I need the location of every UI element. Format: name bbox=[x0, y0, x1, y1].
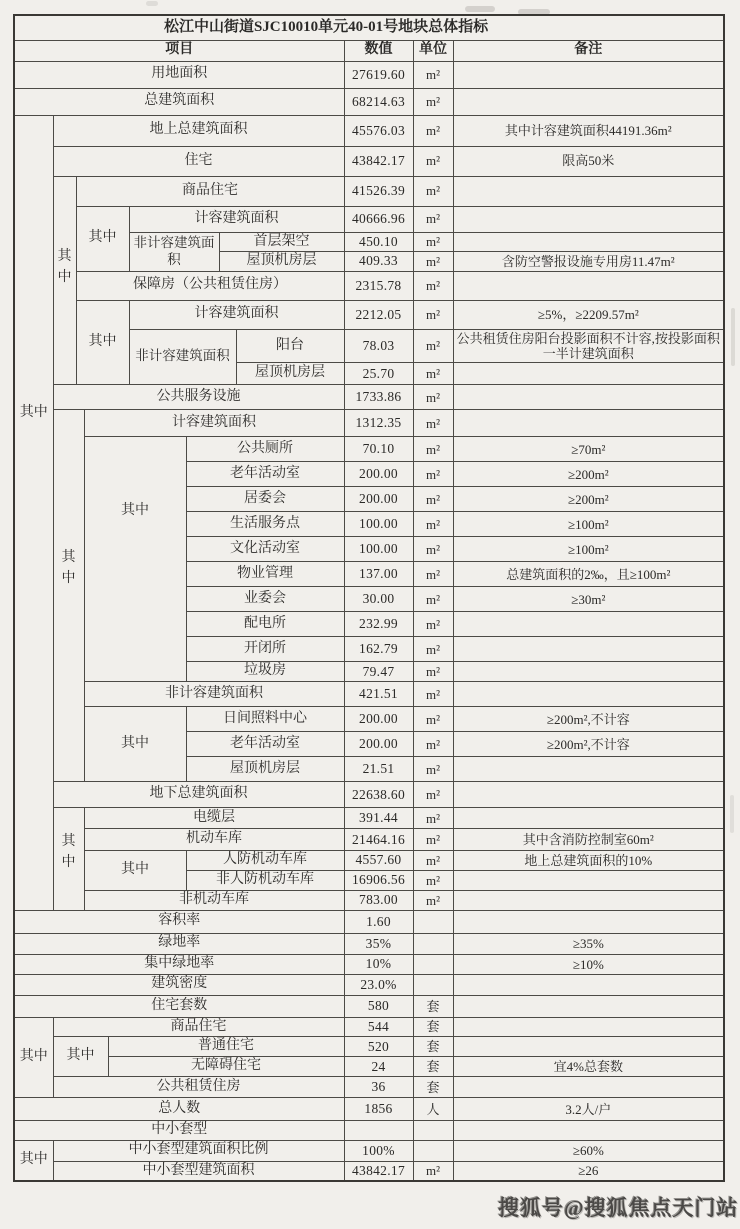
value-cell: 25.70 bbox=[344, 363, 413, 385]
group-of-which-cell bbox=[14, 1140, 53, 1181]
value-cell: 45576.03 bbox=[344, 115, 413, 146]
remark-cell: 含防空警报设施专用房11.47m² bbox=[453, 252, 724, 272]
remark-cell: ≥35% bbox=[453, 933, 724, 954]
item-cell: 公共租赁住房 bbox=[53, 1077, 344, 1098]
group-label: 非计容建筑面积 bbox=[135, 348, 230, 364]
unit-cell bbox=[413, 910, 453, 933]
value-cell: 78.03 bbox=[344, 329, 413, 363]
remark-cell bbox=[453, 870, 724, 890]
unit-cell: m² bbox=[413, 88, 453, 115]
value-cell: 200.00 bbox=[344, 707, 413, 732]
item-cell: 无障碍住宅 bbox=[108, 1057, 344, 1077]
item-cell: 中小套型 bbox=[14, 1121, 344, 1141]
item-cell: 总建筑面积 bbox=[14, 88, 344, 115]
remark-cell bbox=[453, 662, 724, 682]
remark-cell bbox=[453, 363, 724, 385]
value-cell: 43842.17 bbox=[344, 1161, 413, 1181]
group-of-which-cell bbox=[76, 206, 129, 271]
value-cell: 200.00 bbox=[344, 487, 413, 512]
group-label: 非计容建筑面积 bbox=[133, 234, 215, 267]
value-cell: 36 bbox=[344, 1077, 413, 1098]
unit-cell: m² bbox=[413, 829, 453, 851]
value-cell: 100% bbox=[344, 1140, 413, 1161]
value-cell: 2212.05 bbox=[344, 300, 413, 329]
remark-cell bbox=[453, 1077, 724, 1098]
value-cell: 162.79 bbox=[344, 637, 413, 662]
value-cell: 1312.35 bbox=[344, 410, 413, 437]
item-cell: 物业管理 bbox=[186, 562, 344, 587]
remark-cell bbox=[453, 1037, 724, 1057]
unit-cell: m² bbox=[413, 329, 453, 363]
unit-cell: m² bbox=[413, 562, 453, 587]
item-cell: 中小套型建筑面积比例 bbox=[53, 1140, 344, 1161]
item-cell: 普通住宅 bbox=[108, 1037, 344, 1057]
unit-cell: m² bbox=[413, 637, 453, 662]
value-cell: 22638.60 bbox=[344, 782, 413, 808]
value-cell: 409.33 bbox=[344, 252, 413, 272]
item-cell: 屋顶机房层 bbox=[186, 757, 344, 782]
group-label: 其中 bbox=[61, 834, 76, 871]
group-label: 其中 bbox=[121, 735, 149, 751]
unit-cell bbox=[413, 954, 453, 974]
unit-cell: m² bbox=[413, 252, 453, 272]
unit-cell bbox=[413, 1121, 453, 1141]
col-header-unit: 单位 bbox=[413, 40, 453, 61]
item-cell: 中小套型建筑面积 bbox=[53, 1161, 344, 1181]
remark-cell: 公共租赁住房阳台投影面积不计容,按投影面积一半计建筑面积 bbox=[453, 329, 724, 363]
value-cell: 544 bbox=[344, 1017, 413, 1037]
group-of-which-cell bbox=[14, 1017, 53, 1098]
item-cell: 建筑密度 bbox=[14, 974, 344, 995]
unit-cell: m² bbox=[413, 890, 453, 910]
unit-cell: m² bbox=[413, 1161, 453, 1181]
unit-cell: m² bbox=[413, 176, 453, 206]
group-of-which-cell bbox=[14, 115, 53, 910]
unit-cell: m² bbox=[413, 782, 453, 808]
item-cell: 非计容建筑面积 bbox=[84, 682, 344, 707]
remark-cell bbox=[453, 206, 724, 232]
remark-cell: 总建筑面积的2‰，且≥100m² bbox=[453, 562, 724, 587]
remark-cell: 其中计容建筑面积44191.36m² bbox=[453, 115, 724, 146]
value-cell: 232.99 bbox=[344, 612, 413, 637]
unit-cell: 套 bbox=[413, 1017, 453, 1037]
value-cell: 24 bbox=[344, 1057, 413, 1077]
group-of-which-cell bbox=[76, 300, 129, 385]
value-cell: 580 bbox=[344, 995, 413, 1017]
value-cell: 137.00 bbox=[344, 562, 413, 587]
unit-cell: m² bbox=[413, 612, 453, 637]
unit-cell: 套 bbox=[413, 1037, 453, 1057]
value-cell: 70.10 bbox=[344, 437, 413, 462]
item-cell: 用地面积 bbox=[14, 61, 344, 88]
value-cell: 41526.39 bbox=[344, 176, 413, 206]
unit-cell: m² bbox=[413, 707, 453, 732]
value-cell: 40666.96 bbox=[344, 206, 413, 232]
group-label: 其中 bbox=[88, 230, 117, 246]
unit-cell: m² bbox=[413, 487, 453, 512]
item-cell: 屋顶机房层 bbox=[236, 363, 344, 385]
value-cell: 43842.17 bbox=[344, 146, 413, 176]
unit-cell bbox=[413, 933, 453, 954]
group-of-which-cell bbox=[84, 437, 186, 682]
unit-cell: m² bbox=[413, 232, 453, 252]
group-label: 其中 bbox=[57, 248, 72, 285]
table-title: 松江中山街道SJC10010单元40-01号地块总体指标 bbox=[14, 15, 724, 40]
item-cell: 屋顶机房层 bbox=[219, 252, 344, 272]
item-cell: 保障房（公共租赁住房） bbox=[76, 271, 344, 300]
group-of-which-cell bbox=[84, 707, 186, 782]
value-cell: 1856 bbox=[344, 1098, 413, 1121]
unit-cell: m² bbox=[413, 808, 453, 829]
unit-cell: m² bbox=[413, 682, 453, 707]
remark-cell: 限高50米 bbox=[453, 146, 724, 176]
unit-cell: m² bbox=[413, 61, 453, 88]
item-cell: 垃圾房 bbox=[186, 662, 344, 682]
value-cell: 391.44 bbox=[344, 808, 413, 829]
unit-cell: m² bbox=[413, 385, 453, 410]
group-label: 其中 bbox=[121, 503, 149, 519]
remark-cell: 其中含消防控制室60m² bbox=[453, 829, 724, 851]
item-cell: 公共服务设施 bbox=[53, 385, 344, 410]
item-cell: 文化活动室 bbox=[186, 537, 344, 562]
remark-cell bbox=[453, 682, 724, 707]
unit-cell: 套 bbox=[413, 995, 453, 1017]
remark-cell bbox=[453, 890, 724, 910]
scan-artifact bbox=[146, 1, 158, 6]
item-cell: 计容建筑面积 bbox=[129, 206, 344, 232]
item-cell: 地下总建筑面积 bbox=[53, 782, 344, 808]
col-header-remark: 备注 bbox=[453, 40, 724, 61]
item-cell: 人防机动车库 bbox=[186, 851, 344, 871]
item-cell: 商品住宅 bbox=[76, 176, 344, 206]
col-header-item: 项目 bbox=[14, 40, 344, 61]
remark-cell bbox=[453, 612, 724, 637]
group-of-which-cell bbox=[53, 1037, 108, 1077]
value-cell: 16906.56 bbox=[344, 870, 413, 890]
value-cell: 520 bbox=[344, 1037, 413, 1057]
remark-cell bbox=[453, 995, 724, 1017]
unit-cell: m² bbox=[413, 757, 453, 782]
remark-cell bbox=[453, 974, 724, 995]
remark-cell: ≥200m² bbox=[453, 487, 724, 512]
remark-cell: 地上总建筑面积的10% bbox=[453, 851, 724, 871]
group-label: 其中 bbox=[19, 404, 48, 420]
item-cell: 老年活动室 bbox=[186, 732, 344, 757]
value-cell: 200.00 bbox=[344, 462, 413, 487]
scan-artifact bbox=[465, 6, 495, 12]
unit-cell: m² bbox=[413, 851, 453, 871]
col-header-value: 数值 bbox=[344, 40, 413, 61]
remark-cell bbox=[453, 61, 724, 88]
group-label: 其中 bbox=[19, 1152, 48, 1168]
item-cell: 日间照料中心 bbox=[186, 707, 344, 732]
remark-cell bbox=[453, 757, 724, 782]
group-noncountable-cell bbox=[129, 232, 219, 271]
remark-cell bbox=[453, 232, 724, 252]
item-cell: 机动车库 bbox=[84, 829, 344, 851]
unit-cell: 套 bbox=[413, 1057, 453, 1077]
unit-cell: m² bbox=[413, 437, 453, 462]
scan-artifact bbox=[730, 795, 734, 833]
remark-cell bbox=[453, 910, 724, 933]
item-cell: 非机动车库 bbox=[84, 890, 344, 910]
remark-cell: ≥26 bbox=[453, 1161, 724, 1181]
group-label: 其中 bbox=[66, 1048, 95, 1064]
item-cell: 配电所 bbox=[186, 612, 344, 637]
item-cell: 住宅套数 bbox=[14, 995, 344, 1017]
item-cell: 电缆层 bbox=[84, 808, 344, 829]
remark-cell: 3.2人/户 bbox=[453, 1098, 724, 1121]
item-cell: 商品住宅 bbox=[53, 1017, 344, 1037]
value-cell: 200.00 bbox=[344, 732, 413, 757]
group-label: 其中 bbox=[19, 1049, 48, 1065]
value-cell bbox=[344, 1121, 413, 1141]
remark-cell: ≥10% bbox=[453, 954, 724, 974]
value-cell: 68214.63 bbox=[344, 88, 413, 115]
item-cell: 住宅 bbox=[53, 146, 344, 176]
unit-cell: m² bbox=[413, 271, 453, 300]
value-cell: 100.00 bbox=[344, 512, 413, 537]
item-cell: 首层架空 bbox=[219, 232, 344, 252]
remark-cell bbox=[453, 385, 724, 410]
remark-cell: ≥200m²,不计容 bbox=[453, 732, 724, 757]
value-cell: 4557.60 bbox=[344, 851, 413, 871]
group-of-which-cell bbox=[53, 808, 84, 911]
sohu-watermark: 搜狐号@搜狐焦点天门站 bbox=[498, 1196, 739, 1220]
value-cell: 35% bbox=[344, 933, 413, 954]
remark-cell bbox=[453, 1121, 724, 1141]
group-noncountable-cell bbox=[129, 329, 236, 385]
remark-cell: ≥200m² bbox=[453, 462, 724, 487]
group-label: 其中 bbox=[61, 550, 76, 587]
plot-indicator-table bbox=[13, 14, 725, 1182]
item-cell: 非人防机动车库 bbox=[186, 870, 344, 890]
remark-cell bbox=[453, 88, 724, 115]
value-cell: 10% bbox=[344, 954, 413, 974]
unit-cell: m² bbox=[413, 732, 453, 757]
unit-cell bbox=[413, 1140, 453, 1161]
value-cell: 783.00 bbox=[344, 890, 413, 910]
unit-cell: m² bbox=[413, 662, 453, 682]
remark-cell bbox=[453, 1017, 724, 1037]
item-cell: 计容建筑面积 bbox=[84, 410, 344, 437]
remark-cell: ≥200m²,不计容 bbox=[453, 707, 724, 732]
value-cell: 79.47 bbox=[344, 662, 413, 682]
value-cell: 23.0% bbox=[344, 974, 413, 995]
remark-cell bbox=[453, 808, 724, 829]
value-cell: 2315.78 bbox=[344, 271, 413, 300]
item-cell: 阳台 bbox=[236, 329, 344, 363]
remark-cell bbox=[453, 271, 724, 300]
value-cell: 450.10 bbox=[344, 232, 413, 252]
unit-cell: 套 bbox=[413, 1077, 453, 1098]
group-of-which-cell bbox=[84, 851, 186, 891]
item-cell: 总人数 bbox=[14, 1098, 344, 1121]
item-cell: 居委会 bbox=[186, 487, 344, 512]
item-cell: 生活服务点 bbox=[186, 512, 344, 537]
remark-cell: ≥60% bbox=[453, 1140, 724, 1161]
item-cell: 老年活动室 bbox=[186, 462, 344, 487]
value-cell: 21.51 bbox=[344, 757, 413, 782]
group-label: 其中 bbox=[121, 862, 149, 878]
item-cell: 地上总建筑面积 bbox=[53, 115, 344, 146]
unit-cell: m² bbox=[413, 410, 453, 437]
unit-cell: m² bbox=[413, 146, 453, 176]
remark-cell: ≥5%，≥2209.57m² bbox=[453, 300, 724, 329]
item-cell: 容积率 bbox=[14, 910, 344, 933]
remark-cell bbox=[453, 637, 724, 662]
value-cell: 30.00 bbox=[344, 587, 413, 612]
item-cell: 计容建筑面积 bbox=[129, 300, 344, 329]
remark-cell: ≥30m² bbox=[453, 587, 724, 612]
unit-cell: m² bbox=[413, 206, 453, 232]
remark-cell: ≥70m² bbox=[453, 437, 724, 462]
item-cell: 绿地率 bbox=[14, 933, 344, 954]
unit-cell: m² bbox=[413, 300, 453, 329]
value-cell: 27619.60 bbox=[344, 61, 413, 88]
unit-cell: m² bbox=[413, 363, 453, 385]
group-of-which-cell bbox=[53, 176, 76, 385]
unit-cell: m² bbox=[413, 587, 453, 612]
remark-cell bbox=[453, 176, 724, 206]
remark-cell: ≥100m² bbox=[453, 537, 724, 562]
remark-cell: 宜4%总套数 bbox=[453, 1057, 724, 1077]
unit-cell: m² bbox=[413, 870, 453, 890]
unit-cell: m² bbox=[413, 462, 453, 487]
scan-artifact bbox=[731, 308, 735, 366]
value-cell: 21464.16 bbox=[344, 829, 413, 851]
remark-cell bbox=[453, 782, 724, 808]
unit-cell: m² bbox=[413, 512, 453, 537]
value-cell: 1733.86 bbox=[344, 385, 413, 410]
item-cell: 公共厕所 bbox=[186, 437, 344, 462]
group-label: 其中 bbox=[88, 334, 117, 350]
unit-cell: m² bbox=[413, 537, 453, 562]
remark-cell bbox=[453, 410, 724, 437]
item-cell: 业委会 bbox=[186, 587, 344, 612]
remark-cell: ≥100m² bbox=[453, 512, 724, 537]
item-cell: 集中绿地率 bbox=[14, 954, 344, 974]
group-of-which-cell bbox=[53, 410, 84, 782]
value-cell: 1.60 bbox=[344, 910, 413, 933]
unit-cell bbox=[413, 974, 453, 995]
value-cell: 421.51 bbox=[344, 682, 413, 707]
unit-cell: 人 bbox=[413, 1098, 453, 1121]
value-cell: 100.00 bbox=[344, 537, 413, 562]
unit-cell: m² bbox=[413, 115, 453, 146]
item-cell: 开闭所 bbox=[186, 637, 344, 662]
